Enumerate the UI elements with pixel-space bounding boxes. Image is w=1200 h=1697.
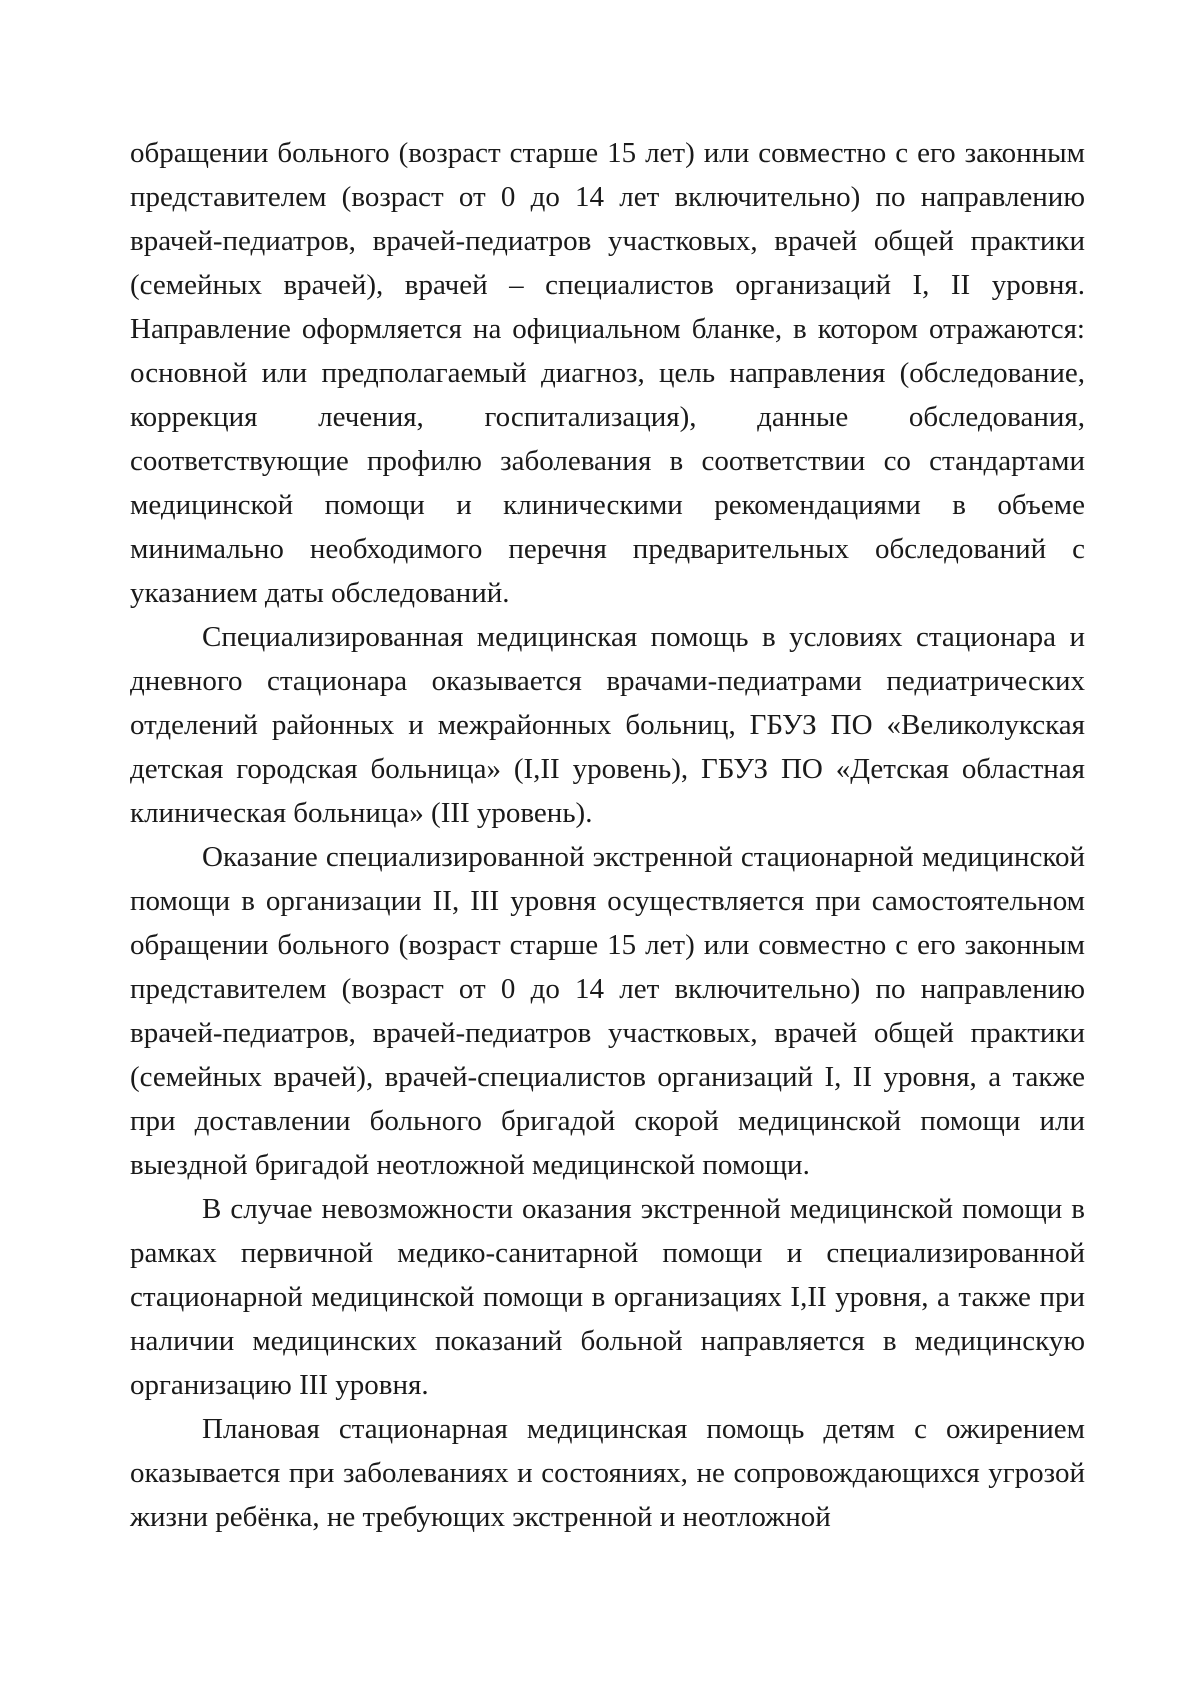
- paragraph-continuation: обращении больного (возраст старше 15 лет) или совместно с его законным представителем (возраст от 0 до 14 лет включительно) по направлению врачей-педиатров, врачей-педиатров участковых, врачей общей практики (семейных врачей), врачей – специалистов организаций I, II уровня. Направление оформляется на официальном бланке, в котором отражаются: основной или предполагаемый диагноз, цель направления (обследование, коррекция лечения, госпитализация), данные обследования, соответствующие профилю заболевания в соответствии со стандартами медицинской помощи и клиническими рекомендациями в объеме минимально необходимого перечня предварительных обследований с указанием даты обследований.: [130, 137, 1085, 609]
- paragraph-referral-level-3: В случае невозможности оказания экстренной медицинской помощи в рамках первичной медико-санитарной помощи и специализированной стационарной медицинской помощи в организациях I,II уровня, а также при наличии медицинских показаний больной направляется в медицинскую организацию III уровня.: [130, 1193, 1085, 1401]
- paragraph-specialized-care: Специализированная медицинская помощь в условиях стационара и дневного стационара оказывается врачами-педиатрами педиатрических отделений районных и межрайонных больниц, ГБУЗ ПО «Великолукская детская городская больница» (I,II уровень), ГБУЗ ПО «Детская областная клиническая больница» (III уровень).: [130, 621, 1085, 829]
- paragraph-planned-care: Плановая стационарная медицинская помощь детям с ожирением оказывается при заболеваниях и состояниях, не сопровождающихся угрозой жизни ребёнка, не требующих экстренной и неотложной: [130, 1413, 1085, 1533]
- paragraph-emergency-care: Оказание специализированной экстренной стационарной медицинской помощи в организации II, III уровня осуществляется при самостоятельном обращении больного (возраст старше 15 лет) или совместно с его законным представителем (возраст от 0 до 14 лет включительно) по направлению врачей-педиатров, врачей-педиатров участковых, врачей общей практики (семейных врачей), врачей-специалистов организаций I, II уровня, а также при доставлении больного бригадой скорой медицинской помощи или выездной бригадой неотложной медицинской помощи.: [130, 841, 1085, 1181]
- document-body: [130, 131, 1085, 1539]
